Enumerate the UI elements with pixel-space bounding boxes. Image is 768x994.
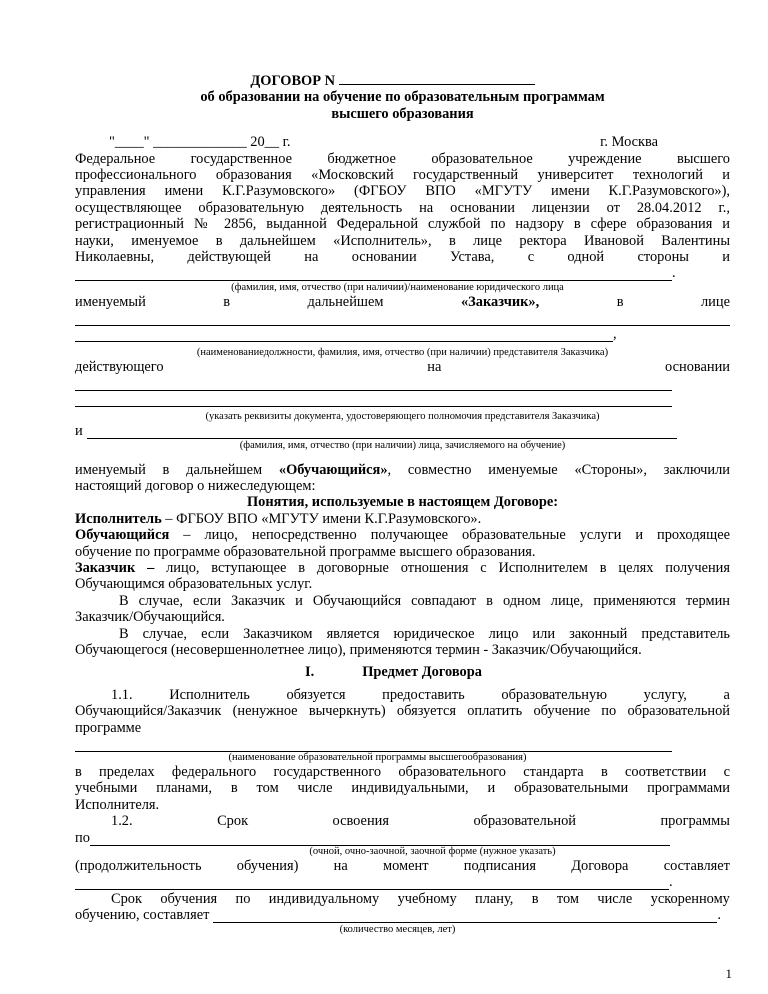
- student-name-row: и: [75, 423, 730, 439]
- city: г. Москва: [600, 134, 658, 151]
- clause-1-2: 1.2. Срок освоения образовательной программы: [111, 813, 730, 830]
- contract-subtitle-2: высшего образования: [331, 105, 474, 122]
- representative-blank-1: [75, 310, 730, 326]
- intro-paragraph: Федеральное государственное бюджетное образовательное учреждение высшего профессионального образования «Московский государственный университет технологий и управления имени К.Г.Разумовского» (ФГБОУ ВПО «МГУТУ имени К.Г.Разумовского»), осуществляющее образовательную деятельность на основании лицензии от 28.04.2012 г., регистрационный № 2856, выданной Федеральной службой по надзору в сфере образования и науки, именуемое в дальнейшем «Исполнитель», в лице ректора Ивановой Валентины Николаевны, действующей на основании Устава, с одной стороны и: [75, 150, 730, 266]
- case-same-person: В случае, если Заказчик и Обучающийся совпадают в одном лице, применяются термин Заказчик/Обучающийся.: [75, 592, 730, 626]
- customer-line: именуемый в дальнейшем «Заказчик», в лице: [75, 293, 730, 310]
- representative-blank-row: ,: [75, 326, 730, 342]
- contract-number-blank: [339, 72, 535, 85]
- standard-paragraph: в пределах федерального государственного образовательного стандарта в соответствии с учебными планами, в том числе индивидуальными, и образовательными программами Исполнителя.: [75, 764, 730, 813]
- concepts-heading: Понятия, используемые в настоящем Договоре:: [246, 494, 559, 511]
- hint-representative: (наименованиедолжности, фамилия, имя, отчество (при наличии) представителя Заказчика): [196, 346, 609, 358]
- individual-plan-line: Срок обучения по индивидуальному учебному плану, в том числе ускоренному: [111, 890, 730, 907]
- contract-title: ДОГОВОР N: [55, 72, 730, 89]
- hint-student: (фамилия, имя, отчество (при наличии) лица, зачисляемого на обучение): [239, 439, 566, 451]
- document-blank-1: [75, 375, 672, 391]
- contract-page: [75, 72, 730, 936]
- contract-subtitle: об образовании на обучение по образовательным программам: [200, 89, 605, 106]
- duration-blank-row: .: [75, 874, 730, 890]
- study-form-blank: [90, 830, 670, 846]
- program-blank: [75, 736, 672, 752]
- duration-blank: [75, 874, 669, 890]
- customer-name-blank-row: .: [75, 265, 730, 281]
- definition-executor: Исполнитель – ФГБОУ ВПО «МГУТУ имени К.Г.Разумовского».: [75, 510, 482, 527]
- section-1-heading: I. Предмет Договора: [305, 664, 482, 681]
- case-legal-entity: В случае, если Заказчиком является юридическое лицо или законный представитель Обучающегося (несовершеннолетнее лицо), применяются термин - Заказчик/Обучающийся.: [75, 625, 730, 658]
- clause-1-1: 1.1. Исполнитель обязуется предоставить образовательную услугу, а Обучающийся/Заказчик (ненужное вычеркнуть) обязуется оплатить обучение по образовательной программе: [75, 686, 730, 736]
- acting-line: действующего на основании: [75, 358, 730, 375]
- hint-form: (очной, очно-заочной, заочной форме (нужное указать): [309, 846, 556, 858]
- date-place-line: [75, 134, 730, 150]
- hint-customer-name: (фамилия, имя, отчество (при наличии)/наименование юридического лица: [231, 281, 564, 293]
- document-blank-2: [75, 391, 672, 407]
- date-field: "____" _____________ 20__ г.: [109, 134, 291, 151]
- hint-program: (наименование образовательной программы высшегообразования): [228, 752, 527, 763]
- study-form-row: по: [75, 830, 730, 846]
- customer-name-blank: [75, 265, 672, 281]
- page-number: 1: [725, 966, 732, 981]
- definition-student: Обучающийся – лицо, непосредственно получающее образовательные услуги и проходящее обучение по программе образовательной программе высшего образования.: [75, 527, 730, 560]
- definition-customer: Заказчик – лицо, вступающее в договорные отношения с Исполнителем в целях получения Обучающимся образовательных услуг.: [75, 559, 731, 593]
- representative-blank-2: [75, 326, 613, 342]
- hint-months: (количество месяцев, лет): [339, 923, 456, 935]
- hint-document: (указать реквизиты документа, удостоверяющего полномочия представителя Заказчика): [205, 411, 600, 423]
- student-paragraph: именуемый в дальнейшем «Обучающийся», совместно именуемые «Стороны», заключили настоящий договор о нижеследующем:: [75, 461, 730, 494]
- individual-duration-row: обучению, составляет .: [75, 907, 722, 924]
- duration-line: (продолжительность обучения) на момент подписания Договора составляет: [75, 858, 730, 875]
- individual-duration-blank: [213, 907, 717, 923]
- student-name-blank: [87, 423, 677, 439]
